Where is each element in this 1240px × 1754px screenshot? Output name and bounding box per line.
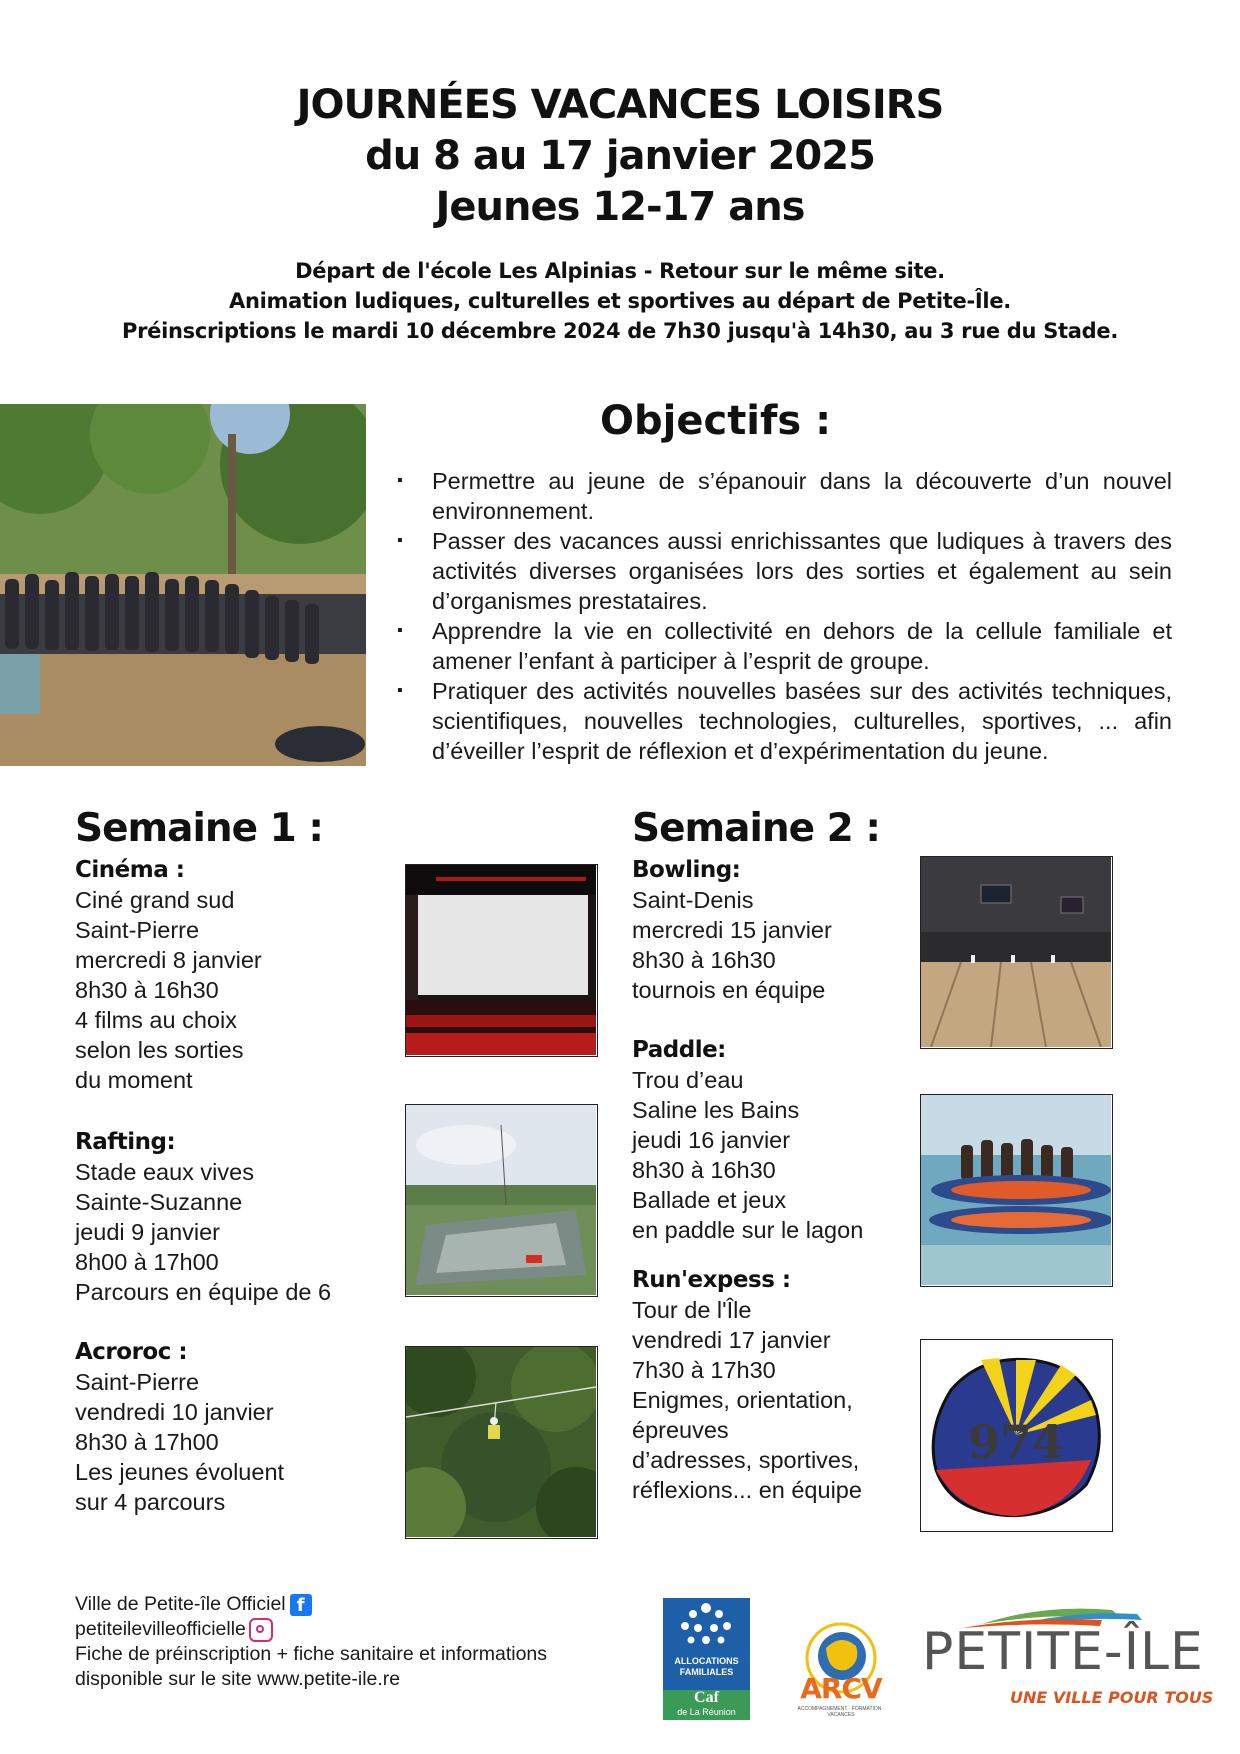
age-group: Jeunes 12-17 ans <box>435 184 805 230</box>
facebook-icon[interactable]: f <box>290 1594 312 1616</box>
main-title: JOURNÉES VACANCES LOISIRS <box>296 82 944 128</box>
activity-bowling: Bowling: Saint-Denis mercredi 15 janvier 8h30 à 16h30 tournois en équipe <box>632 857 832 1003</box>
activity-rafting: Rafting: Stade eaux vives Sainte-Suzanne jeudi 9 janvier 8h00 à 17h00 Parcours en équipe de 6 <box>75 1129 332 1305</box>
preregistration-info: Préinscriptions le mardi 10 décembre 2024 de 7h30 jusqu'à 14h30, au 3 rue du Stade. <box>122 319 1118 343</box>
acroroc-photo <box>405 1346 598 1539</box>
activity-acroroc: Acroroc : Saint-Pierre vendredi 10 janvier 8h30 à 17h00 Les jeunes évoluent sur 4 parcours <box>75 1339 285 1515</box>
objective-item: ▪ Passer des vacances aussi enrichissantes que ludiques à travers des activités diverses organisées lors des sorties et également au sein d’organismes prestataires. <box>397 528 1172 614</box>
departure-info: Départ de l'école Les Alpinias - Retour sur le même site. <box>295 259 945 283</box>
objective-item: ▪ Apprendre la vie en collectivité en dehors de la cellule familiale et amener l’enfant à participer à l’esprit de groupe. <box>397 618 1172 674</box>
group-photo <box>0 404 366 766</box>
footer <box>75 1592 635 1692</box>
instagram-account[interactable]: petiteilevilleofficielle <box>75 1618 246 1640</box>
petite-ile-logo: PETITE-ÎLE UNE VILLE POUR TOUS <box>922 1600 1222 1715</box>
objective-item: ▪ Pratiquer des activités nouvelles basées sur des activités techniques, scientifiques, nouvelles technologies, culturelles, sportives, ... afin d’éveiller l’esprit de réflexion et d’expérimentation du jeune. <box>397 678 1172 764</box>
activity-paddle: Paddle: Trou d’eau Saline les Bains jeudi 16 janvier 8h30 à 16h30 Ballade et jeux en paddle sur le lagon <box>632 1037 864 1243</box>
subheader <box>0 256 1240 346</box>
reunion-map-badge <box>920 1339 1113 1532</box>
date-range: du 8 au 17 janvier 2025 <box>365 133 875 179</box>
cinema-photo <box>405 864 598 1057</box>
footer-website-line: disponible sur le site www.petite-ile.re <box>75 1668 401 1690</box>
footer-info-line: Fiche de préinscription + fiche sanitaire et informations <box>75 1643 548 1665</box>
animation-info: Animation ludiques, culturelles et sportives au départ de Petite-Île. <box>229 289 1011 313</box>
paddle-photo <box>920 1094 1113 1287</box>
activity-title: Rafting: <box>75 1129 176 1155</box>
bowling-photo <box>920 856 1113 1049</box>
bullet-icon: ▪ <box>397 622 403 639</box>
activity-title: Bowling: <box>632 857 741 883</box>
activity-title: Paddle: <box>632 1037 726 1063</box>
activity-runexpress: Run'expess : Tour de l'Île vendredi 17 janvier 7h30 à 17h30 Enigmes, orientation, épreuves d’adresses, sportives, réflexions... en équipe <box>632 1267 862 1503</box>
caf-figures-icon <box>663 1598 750 1653</box>
activity-cinema: Cinéma : Ciné grand sud Saint-Pierre mercredi 8 janvier 8h30 à 16h30 4 films au choix selon les sorties du moment <box>75 857 262 1093</box>
activity-title: Acroroc : <box>75 1339 188 1365</box>
objectives-list <box>395 466 1172 766</box>
objective-item: ▪ Permettre au jeune de s’épanouir dans la découverte d’un nouvel environnement. <box>397 468 1172 524</box>
arcv-logo: ARCV ACCOMPAGNEMENT · FORMATION · VACANCES <box>786 1618 896 1718</box>
bullet-icon: ▪ <box>397 532 403 549</box>
bullet-icon: ▪ <box>397 682 403 699</box>
week2-title: Semaine 2 : <box>632 806 880 851</box>
header <box>0 80 1240 233</box>
rafting-photo <box>405 1104 598 1297</box>
caf-logo: ALLOCATIONS FAMILIALES Caf de La Réunion <box>663 1598 750 1718</box>
week1-title: Semaine 1 : <box>75 806 323 851</box>
objectives-title: Objectifs : <box>600 398 832 444</box>
instagram-icon[interactable] <box>249 1618 273 1642</box>
facebook-page[interactable]: Ville de Petite-île Officiel <box>75 1593 286 1615</box>
map-badge-text: 974 <box>967 1415 1065 1469</box>
bullet-icon: ▪ <box>397 472 403 489</box>
activity-title: Run'expess : <box>632 1267 791 1293</box>
activity-title: Cinéma : <box>75 857 185 883</box>
